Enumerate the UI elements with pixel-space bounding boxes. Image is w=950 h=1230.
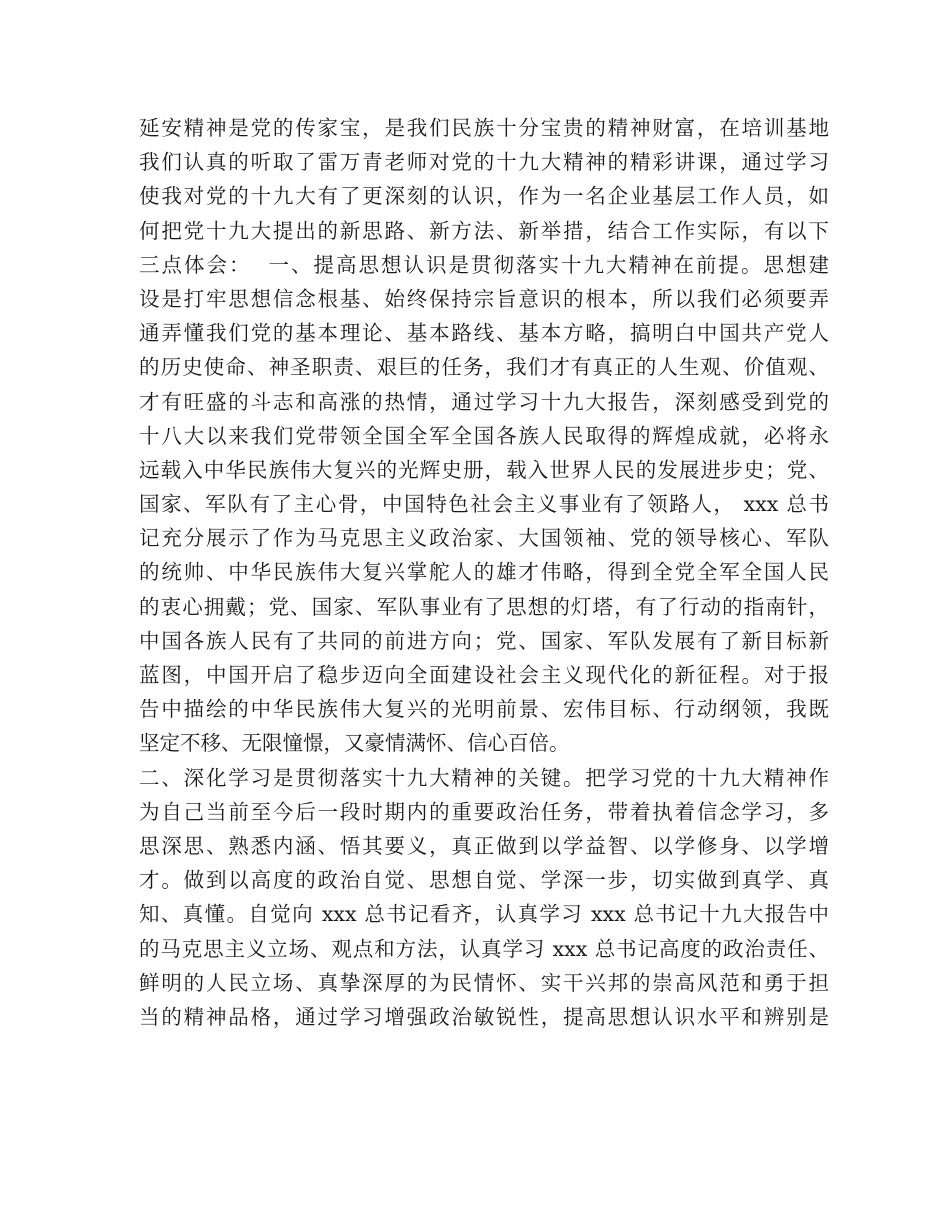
text-line: 当的精神品格，通过学习增强政治敏锐性，提高思想认识水平和辨别是 <box>139 1004 829 1029</box>
text-line: 中国各族人民有了共同的前进方向；党、国家、军队发展有了新目标新 <box>139 628 829 653</box>
text-line: 记充分展示了作为马克思主义政治家、大国领袖、党的领导核心、军队 <box>139 526 829 551</box>
text-line: 通弄懂我们党的基本理论、基本路线、基本方略，搞明白中国共产党人 <box>139 321 829 346</box>
text-line: 才。做到以高度的政治自觉、思想自觉、学深一步，切实做到真学、真 <box>139 868 829 893</box>
text-line: 国家、军队有了主心骨，中国特色社会主义事业有了领路人， xxx 总书 <box>139 492 829 517</box>
text-line: 为自己当前至今后一段时期内的重要政治任务，带着执着信念学习，多 <box>139 799 829 824</box>
text-line: 知、真懂。自觉向 xxx 总书记看齐，认真学习 xxx 总书记十九大报告中 <box>139 902 829 927</box>
text-line: 告中描绘的中华民族伟大复兴的光明前景、宏伟目标、行动纲领，我既 <box>139 697 829 722</box>
text-line: 我们认真的听取了雷万青老师对党的十九大精神的精彩讲课，通过学习 <box>139 150 829 175</box>
paragraph-last-line: 坚定不移、无限憧憬，又豪情满怀、信心百倍。 <box>139 731 570 756</box>
text-line: 才有旺盛的斗志和高涨的热情，通过学习十九大报告，深刻感受到党的 <box>139 389 829 414</box>
text-line: 鲜明的人民立场、真挚深厚的为民情怀、实干兴邦的崇高风范和勇于担 <box>139 970 829 995</box>
text-line: 使我对党的十九大有了更深刻的认识，作为一名企业基层工作人员，如 <box>139 184 829 209</box>
text-line: 延安精神是党的传家宝，是我们民族十分宝贵的精神财富，在培训基地 <box>139 116 829 140</box>
text-line: 二、深化学习是贯彻落实十九大精神的关键。把学习党的十九大精神作 <box>139 765 829 790</box>
text-line: 设是打牢思想信念根基、始终保持宗旨意识的根本，所以我们必须要弄 <box>139 286 829 311</box>
text-line: 的马克思主义立场、观点和方法，认真学习 xxx 总书记高度的政治责任、 <box>139 936 829 961</box>
text-line: 三点体会： 一、提高思想认识是贯彻落实十九大精神在前提。思想建 <box>139 252 829 277</box>
text-line: 蓝图，中国开启了稳步迈向全面建设社会主义现代化的新征程。对于报 <box>139 663 829 687</box>
text-line: 何把党十九大提出的新思路、新方法、新举措，结合工作实际，有以下 <box>139 218 829 243</box>
text-line: 思深思、熟悉内涵、悟其要义，真正做到以学益智、以学修身、以学增 <box>139 833 829 858</box>
body-text <box>139 111 829 1034</box>
text-line: 的历史使命、神圣职责、艰巨的任务，我们才有真正的人生观、价值观、 <box>139 355 829 380</box>
text-line: 远载入中华民族伟大复兴的光辉史册，载入世界人民的发展进步史；党、 <box>139 457 829 482</box>
text-line: 的统帅、中华民族伟大复兴掌舵人的雄才伟略，得到全党全军全国人民 <box>139 560 829 585</box>
text-line: 十八大以来我们党带领全国全军全国各族人民取得的辉煌成就，必将永 <box>139 423 829 448</box>
text-line: 的衷心拥戴；党、国家、军队事业有了思想的灯塔，有了行动的指南针， <box>139 594 829 619</box>
